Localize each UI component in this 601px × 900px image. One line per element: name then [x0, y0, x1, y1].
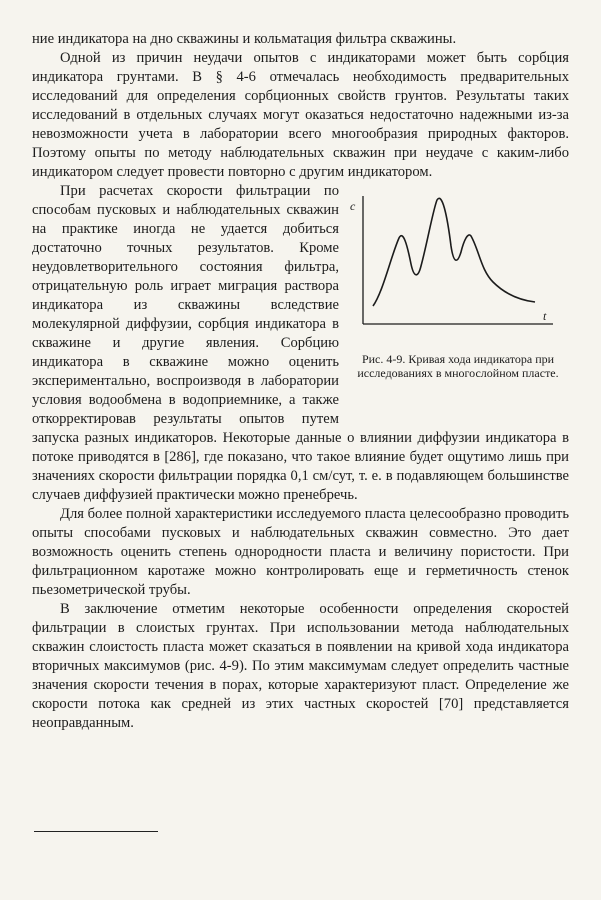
paragraph-sorption: Одной из причин неудачи опытов с индикаторами может быть сорбция индикатора грунтами. В § 4-6 отмечалась необходимость предварительных исследований для определения сорбционных свойств грунтов. Результаты таких исследований в отдельных случаях могут оказаться недостаточно надежными из-за невозможности учета в лаборатории всего многообразия природных факторов. Поэтому опыты по методу наблюдательных скважин при неудаче с каким-либо индикатором следует провести повторно с другим индикатором. [32, 50, 569, 180]
paragraph-calculation: При расчетах скорости фильтрации по способам пусковых и наблюдательных скважин на практике иногда не удается добиться достаточно точных результатов. Кроме неудовлетворительного состояния фильтра, отрицательную роль играет миграция раствора индикатора из скважины вследствие молекулярной диффузии, сорбция индикатора в скважине и другие явления. Сорбцию индикатора в скважине можно оценить экспериментально, воспроизводя в лаборатории условия водообмена в водоприемнике, а также откорректировав результаты опытов путем запуска разных индикаторов. Некоторые данные о влиянии диффузии индикатора в потоке приводятся в [286], где показано, что такое влияние будет ощутимо лишь при значениях скорости фильтрации порядка 0,1 см/сут, т. е. в подавляющем большинстве случаев диффузией практически можно пренебречь. [32, 183, 569, 503]
indicator-curve [373, 198, 535, 306]
y-axis-label: c [350, 199, 356, 213]
x-axis-label: t [543, 309, 547, 323]
indicator-curve-chart [347, 188, 569, 348]
paragraph-continuation: ние индикатора на дно скважины и кольматация фильтра скважины. [32, 31, 457, 47]
body-text [32, 30, 569, 733]
figure-4-9 [347, 188, 569, 410]
paragraph-joint-methods: Для более полной характеристики исследуемого пласта целесообразно проводить опыты способами пусковых и наблюдательных скважин совместно. Это дает возможность оценить степень однородности пласта и величину пористости. При фильтрационном каротаже можно контролировать еще и герметичность стенок пьезометрической трубы. [32, 506, 569, 598]
footnote-rule [34, 831, 158, 832]
paragraph-layered-soils: В заключение отметим некоторые особенности определения скоростей фильтрации в слоистых грунтах. При использовании метода наблюдательных скважин слоистость пласта может сказаться в появлении на кривой хода индикатора вторичных максимумов (рис. 4-9). По этим максимумам следует определить частные значения скорости течения в порах, которые характеризуют пласт. Определение же скорости потока как средней из этих частных скоростей [70] представляется неоправданным. [32, 601, 569, 731]
figure-caption: Рис. 4-9. Кривая хода индикатора при исследованиях в многослойном пласте. [357, 352, 559, 380]
